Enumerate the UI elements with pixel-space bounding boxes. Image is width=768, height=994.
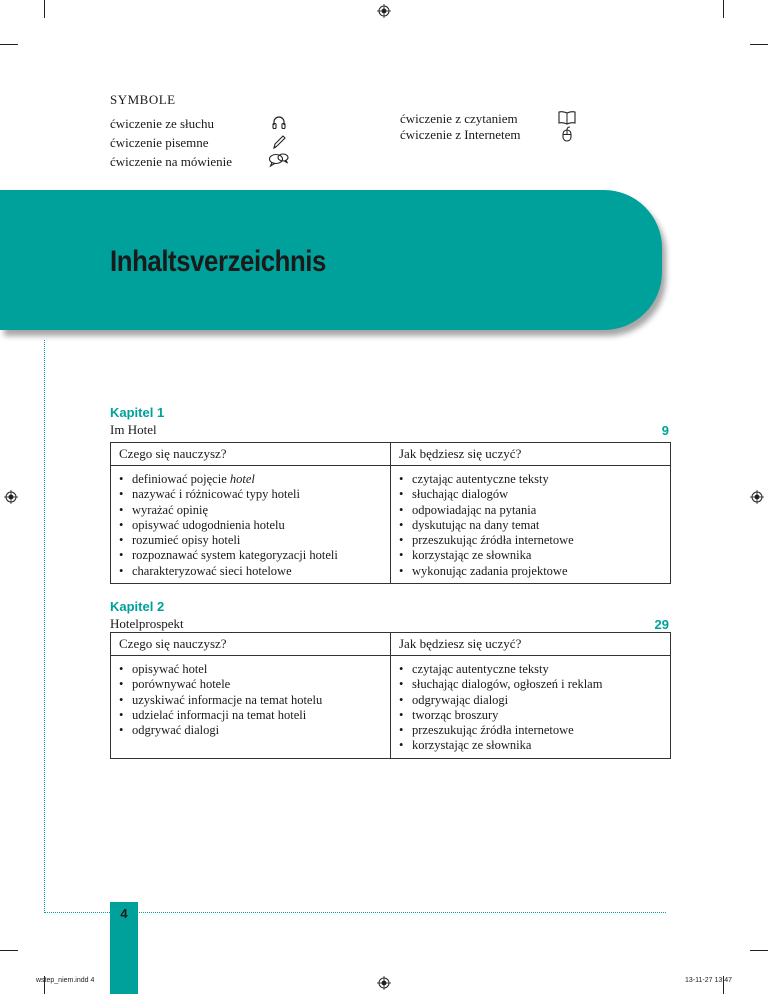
dotted-border <box>44 340 45 913</box>
speech-icon <box>268 152 290 168</box>
list-item: • odgrywać dialogi <box>119 723 390 738</box>
chapter-label: Kapitel 1 <box>110 405 165 420</box>
list-item: • czytając autentyczne teksty <box>399 662 670 677</box>
column-header: Jak będziesz się uczyć? <box>399 446 522 461</box>
symbol-label: ćwiczenie na mówienie <box>110 154 232 169</box>
book-icon <box>558 110 576 126</box>
pen-icon <box>270 134 288 150</box>
list-item: • słuchając dialogów, ogłoszeń i reklam <box>399 677 670 692</box>
symbols-title: SYMBOLE <box>110 92 176 107</box>
footer-timestamp: 13-11-27 13:47 <box>685 977 732 984</box>
chapter-page-number: 29 <box>654 617 669 632</box>
column-header: Czego się nauczysz? <box>111 633 391 655</box>
list-item: • wyrażać opinię <box>119 503 390 518</box>
objectives-list <box>119 472 390 579</box>
chapter-title: Im Hotel <box>110 422 157 437</box>
chapter-table <box>110 632 671 759</box>
list-item: • czytając autentyczne teksty <box>399 472 670 487</box>
symbol-label: ćwiczenie z Internetem <box>400 127 521 142</box>
list-item: • uzyskiwać informacje na temat hotelu <box>119 693 390 708</box>
list-item: • przeszukując źródła internetowe <box>399 533 670 548</box>
registration-mark-icon <box>4 490 18 504</box>
crop-mark <box>723 0 724 18</box>
list-item: • korzystając ze słownika <box>399 548 670 563</box>
symbol-label: ćwiczenie ze słuchu <box>110 116 214 131</box>
list-item: • opisywać udogodnienia hotelu <box>119 518 390 533</box>
symbol-label: ćwiczenie pisemne <box>110 135 209 150</box>
chapter-title: Hotelprospekt <box>110 616 184 631</box>
methods-list <box>399 662 670 754</box>
list-item: • opisywać hotel <box>119 662 390 677</box>
list-item: • przeszukując źródła internetowe <box>399 723 670 738</box>
list-item: • wykonując zadania projektowe <box>399 564 670 579</box>
crop-mark <box>44 0 45 18</box>
methods-list <box>399 472 670 579</box>
list-item: • odgrywając dialogi <box>399 693 670 708</box>
chapter-page-number: 9 <box>661 423 669 438</box>
list-item: • rozpoznawać system kategoryzacji hoteli <box>119 548 390 563</box>
list-item: • udzielać informacji na temat hoteli <box>119 708 390 723</box>
headphones-icon <box>270 114 288 130</box>
symbol-label: ćwiczenie z czytaniem <box>400 111 518 126</box>
list-item: • dyskutując na dany temat <box>399 518 670 533</box>
crop-mark <box>750 44 768 45</box>
page-title: Inhaltsverzeichnis <box>110 245 326 278</box>
mouse-icon <box>558 126 576 142</box>
chapter-label: Kapitel 2 <box>110 599 165 614</box>
column-header: Czego się nauczysz? <box>111 443 391 465</box>
list-item: • nazywać i różnicować typy hoteli <box>119 487 390 502</box>
list-item: • rozumieć opisy hoteli <box>119 533 390 548</box>
registration-mark-icon <box>377 4 391 18</box>
list-item: • słuchając dialogów <box>399 487 670 502</box>
registration-mark-icon <box>377 976 391 990</box>
crop-mark <box>0 44 18 45</box>
list-item: • porównywać hotele <box>119 677 390 692</box>
footer-filename: wstep_niem.indd 4 <box>36 977 95 984</box>
registration-mark-icon <box>750 490 764 504</box>
list-item: • charakteryzować sieci hotelowe <box>119 564 390 579</box>
page-number: 4 <box>120 906 128 921</box>
page-number-tab <box>110 902 138 994</box>
title-banner <box>0 190 662 330</box>
crop-mark <box>750 950 768 951</box>
list-item: • korzystając ze słownika <box>399 738 670 753</box>
list-item: • odpowiadając na pytania <box>399 503 670 518</box>
list-item: • definiować pojęcie hotel <box>119 472 390 487</box>
chapter-table <box>110 442 671 584</box>
list-item: • tworząc broszury <box>399 708 670 723</box>
column-header: Jak będziesz się uczyć? <box>399 636 522 651</box>
objectives-list <box>119 662 390 738</box>
crop-mark <box>0 950 18 951</box>
